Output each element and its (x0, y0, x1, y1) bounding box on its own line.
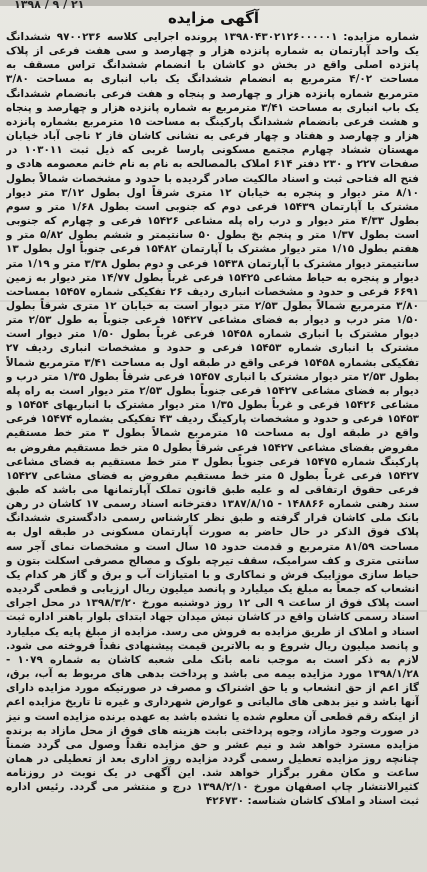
notice-id-label: شناسه: ۴۲۶۷۳۰ (205, 795, 287, 808)
notice-title: آگهی مزایده (167, 9, 260, 27)
paper-crease (0, 610, 427, 612)
notice-body (6, 30, 419, 866)
notice-main-text: شماره مزایده: ۱۳۹۸۰۴۳۰۲۱۲۶۰۰۰۰۰۱ پرونده اجرایی کلاسه ۹۷۰۰۲۳۶ ششدانگ یک واحد آپارتمان به شماره پانزده هزار و چهارصد و سی هفت فرعی از پلاک پانزده اصلی واقع در بخش دو کاشان با انضمام ششدانگ تراس مسقف به مساحت ۴/۰۲ مترمربع به انضمام ششدانگ یک باب انباری به مساحت ۳/۸۰ مترمربع شماره پانزده هزار و چهارصد و پنجاه و هفت فرعی بانضمام ششدانگ یک باب انباری به مساحت ۳/۴۱ مترمربع به شماره پانزده هزار و چهارصد و پنجاه و هشت فرعی بانضمام ششدانگ پارکینگ به مساحت ۱۵ مترمربع بشماره پانزده هزار و چهارصد و هفتاد و چهار فرعی به نشانی کاشان فاز ۲ ناجی آباد خیابان مهستان ششاد چهارم مجتمع مسکونی پارسا غربی که ذیل ثبت ۱۰۳۰۱۱ در صفحات ۲۲۷ و ۲۳۰ دفتر ۶۱۴ املاک بالمصالحه به نام به نام خانم معصومه هادی و فتح اله فتاحی ثبت و اسناد مالکیت صادر گردیده با حدود و مشخصات شمالاً بطول ۸/۱۰ متر دیوار و پنجره به خیابان ۱۲ متری شرقاً اول بطول ۳/۱۲ متر دیوار مشترک با آپارتمان ۱۵۴۳۹ فرعی دوم که جنوبی است بطول ۱/۶۸ متر و سوم بطول ۴/۳۳ متر دیوار و درب راه پله مشاعی ۱۵۴۲۶ فرعی و چهارم که جنوبی است بطول ۱/۳۷ متر و پنجم بخ بطول ۵۰ سانتیمتر و ششم بطول ۵/۸۲ متر و هفتم بطول ۱/۱۵ متر دیوار مشترک با آپارتمان ۱۵۴۸۲ فرعی جنوباً اول بطول ۱۳ سانتیمتر دیوار مشترک با آپارتمان ۱۵۴۳۸ فرعی و دوم بطول ۳/۳۸ متر و ۱/۱۹ متر دیوار و پنجره به حیاط مشاعی ۱۵۴۲۵ فرعی غرباً بطول ۱۴/۷۷ متر دیوار به زمین ۶۶۹۱ فرعی و حدود و مشخصات انباری ردیف ۲۶ تفکیکی شماره ۱۵۴۵۷ بمساحت ۳/۸۰ مترمربع شمالاً بطول ۲/۵۳ متر دیوار است به خیابان ۱۲ متری شرقاً بطول ۱/۵۰ متر درب و دیوار به فضای مشاعی ۱۵۴۲۷ فرعی جنوباً به طول ۲/۵۳ متر دیوار مشترک با انباری شماره ۱۵۴۵۸ فرعی غرباً بطول ۱/۵۰ متر دیوار است مشترک با انباری شماره ۱۵۴۵۳ فرعی و حدود و مشخصات انباری ردیف ۲۷ تفکیکی بشماره ۱۵۴۵۸ فرعی واقع در طبقه اول به مساحت ۳/۴۱ مترمربع شمالاً بطول ۲/۵۳ متر دیوار مشترک با انباری ۱۵۴۵۷ فرعی شرقاً بطول ۱/۳۵ متر درب و دیوار به فضای مشاعی ۱۵۴۲۷ فرعی جنوباً بطول ۲/۵۳ متر دیوار است به راه پله مشاعی ۱۵۴۲۶ فرعی و غرباً بطول ۱/۳۵ متر دیوار مشترک با انباریهای ۱۵۴۵۴ و ۱۵۴۵۳ فرعی و حدود و مشخصات پارکینگ ردیف ۴۳ تفکیکی بشماره ۱۵۴۷۴ فرعی واقع در طبقه اول به مساحت ۱۵ مترمربع شمالاً بطول ۳ متر خط مستقیم مفروض بفضای مشاعی ۱۵۴۲۷ فرعی شرقاً بطول ۵ متر خط مستقیم مفروض به پارکینگ شماره ۱۵۴۷۵ فرعی جنوباً بطول ۳ متر خط مستقیم به فضای مشاعی ۱۵۴۲۷ فرعی غرباً بطول ۵ متر خط مستقیم مفروض به فضای مشاعی ۱۵۴۲۷ فرعی حقوق ارتفاقی له و علیه طبق قانون تملک آپارتمانها می باشد که طبق سند رهنی شماره ۱۴۸۸۶۶ - ۱۳۸۷/۸/۱۵ دفترخانه اسناد رسمی ۱۷ کاشان در رهن بانک ملی کاشان قرار گرفته و طبق نظر کارشناس رسمی دادگستری ششدانگ پلاک فوق الذکر در حال حاضر به صورت آپارتمان مسکونی در طبقه اول به مساحت ۸۱/۵۹ مترمربع و قدمت حدود ۱۵ سال است و مشخصات نمای آجر سه سانتی متری و کف سرامیک، سقف تیرچه بلوک و مصالح مصرفی اسکلت بتون و حیاط سازی موزاییک فرش و نماکاری و با امتیازات آب و برق و گاز هر کدام یک انشعاب که جمعاً به مبلغ یک میلیارد و پانصد میلیون ریال ارزیابی و قطعی گردیده است پلاک فوق از ساعت ۹ الی ۱۲ روز دوشنبه مورخ ۱۳۹۸/۳/۲۰ در محل اجرای اسناد رسمی کاشان واقع در کاشان نبش میدان جهاد ابتدای بلوار باهنر اداره ثبت اسناد و املاک از طریق مزایده به فروش می رسد. مزایده از مبلغ پایه یک میلیارد و پانصد میلیون ریال شروع و به بالاترین قیمت پیشنهادی نقداً فروخته می شود. لازم به ذکر است به موجب نامه بانک ملی شعبه کاشان به شماره ۱۰۷۹ - ۱۳۹۸/۱/۲۸ مورد مزایده بیمه می باشد و پرداخت بدهی های مربوط به آب، برق، گاز اعم از حق انشعاب و یا حق اشتراک و مصرف در صورتیکه مورد مزایده دارای آنها باشد و نیز بدهی های مالیاتی و عوارض شهرداری و غیره تا تاریخ مزایده اعم از اینکه رقم قطعی آن معلوم شده یا نشده باشد به عهده برنده مزایده است و نیز در صورت وجود مازاد، وجوه پرداختی بابت هزینه های فوق از محل مازاد به برنده مزایده مسترد خواهد شد و نیم عشر و حق مزایده نقداً وصول می گردد ضمناً چنانچه روز مزایده تعطیل رسمی گردد مزایده روز اداری بعد از تعطیلی در همان ساعت و مکان مقرر برگزار خواهد شد. این آگهی در یک نوبت در روزنامه کثیرالانتشار چاپ اصفهان مورخ ۱۳۹۸/۲/۱۰ درج و منتشر می گردد. رئیس اداره ثبت اسناد و املاک کاشان (6, 31, 419, 808)
notice-paragraph (6, 30, 419, 809)
paper-crease (0, 300, 427, 302)
previous-article-fragment: ۲۱ / ۹ / ۱۳۹۸ (14, 0, 85, 10)
